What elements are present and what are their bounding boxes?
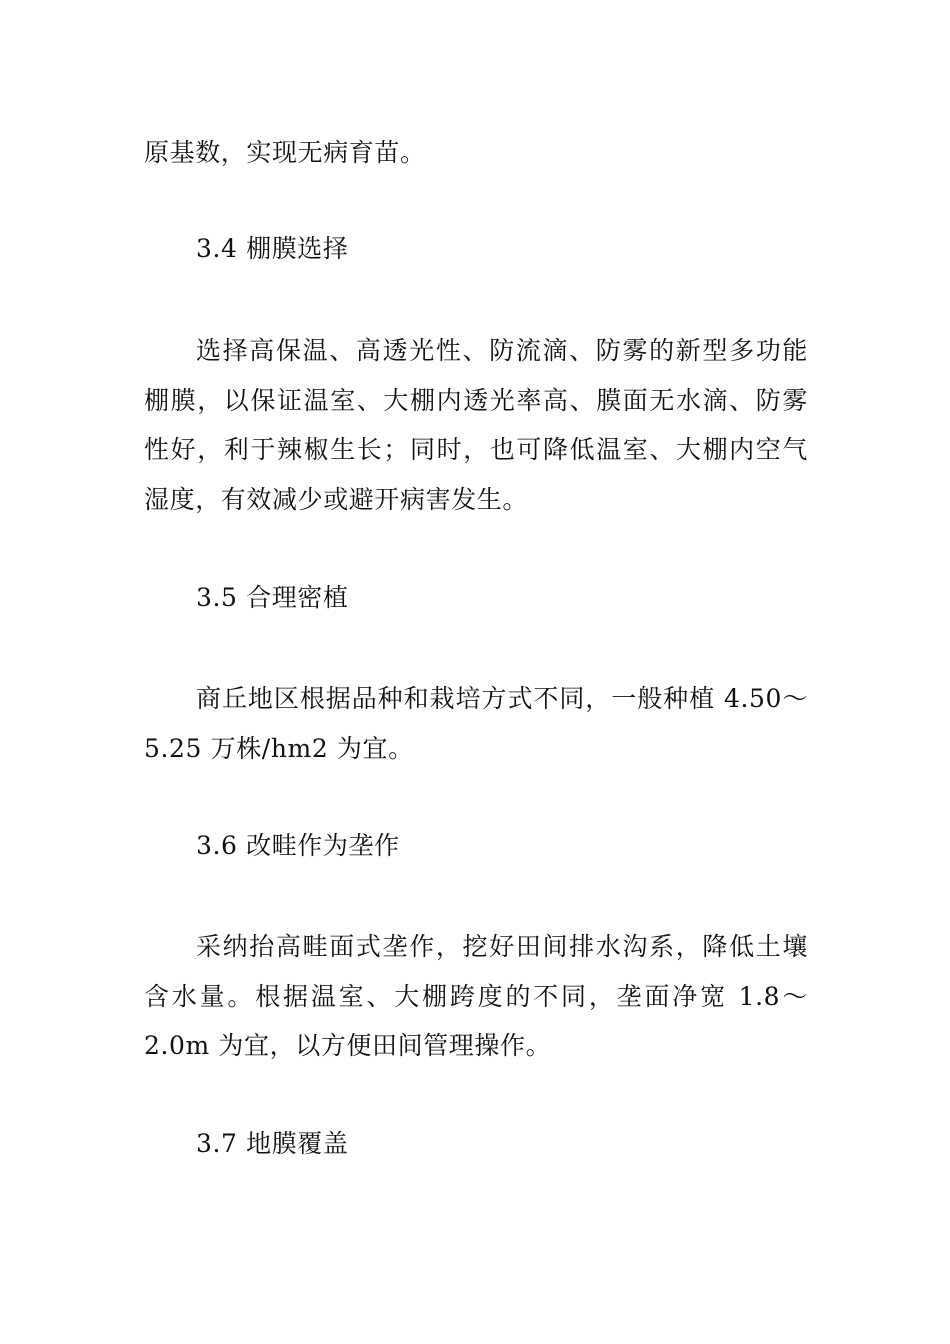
paragraph-ridge-cultivation: 采纳抬高畦面式垄作，挖好田间排水沟系，降低土壤含水量。根据温室、大棚跨度的不同，垄面净宽 1.8～2.0m 为宜，以方便田间管理操作。 — [144, 932, 808, 1060]
paragraph-film-selection: 选择高保温、高透光性、防流滴、防雾的新型多功能棚膜，以保证温室、大棚内透光率高、膜面无水滴、防雾性好，利于辣椒生长；同时，也可降低温室、大棚内空气湿度，有效减少或避开病害发生。 — [144, 336, 808, 514]
section-heading-3-6: 3.6 改畦作为垄作 — [196, 831, 400, 860]
section-heading-3-5: 3.5 合理密植 — [196, 583, 349, 612]
paragraph-planting-density: 商丘地区根据品种和栽培方式不同，一般种植 4.50～5.25 万株/hm2 为宜。 — [144, 684, 808, 763]
section-heading-3-4: 3.4 棚膜选择 — [196, 234, 349, 263]
section-heading-3-7: 3.7 地膜覆盖 — [196, 1129, 349, 1158]
paragraph-continuation: 原基数，实现无病育苗。 — [144, 138, 426, 167]
